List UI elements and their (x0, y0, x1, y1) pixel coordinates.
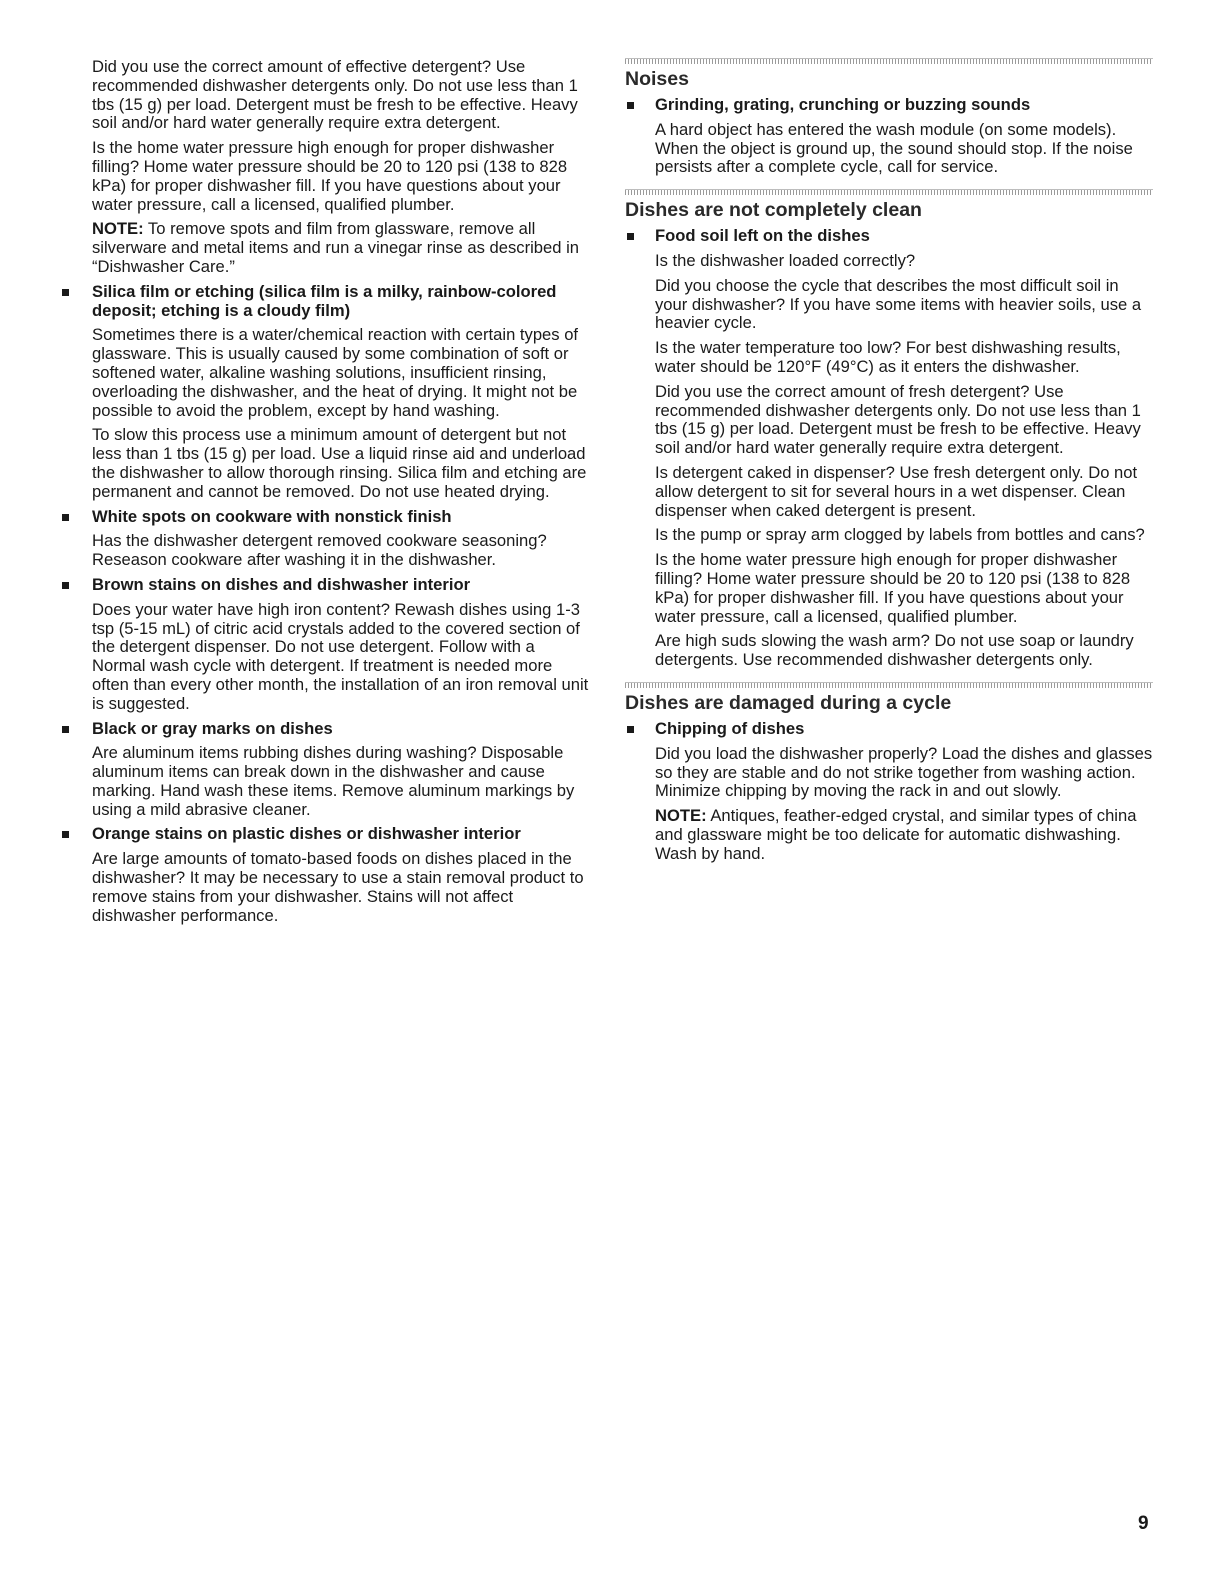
right-column (625, 58, 1153, 870)
intro-paragraph-1: Did you use the correct amount of effective detergent? Use recommended dishwasher detergents only. Do not use less than 1 tbs (15 g) per load. Detergent must be fresh to be effective. Heavy soil and/or hard water generally require extra detergent. (92, 57, 578, 133)
section-not-clean (625, 189, 1153, 221)
bullet-heading-white-spots: White spots on cookware with nonstick finish (92, 508, 590, 527)
bullet-heading-grinding: Grinding, grating, crunching or buzzing sounds (655, 96, 1153, 115)
note-paragraph (92, 220, 590, 276)
section-title-noises: Noises (625, 68, 689, 90)
section-title-not-clean: Dishes are not completely clean (625, 199, 922, 222)
damaged-paragraph: Did you load the dishwasher properly? Load the dishes and glasses so they are stable and do not strike together from washing action. Minimize chipping by moving the rack in and out slowly. (655, 743, 1153, 801)
white-spots-paragraph: Has the dishwasher detergent removed cookware seasoning? Reseason cookware after washing it in the dishwasher. (92, 531, 547, 570)
noises-paragraph: A hard object has entered the wash module (on some models). When the object is ground up, the sound should stop. If the noise persists after a complete cycle, call for service. (655, 119, 1133, 177)
bullet-square-icon (62, 726, 69, 733)
section-title-damaged: Dishes are damaged during a cycle (625, 691, 952, 714)
bullet-heading-black-marks: Black or gray marks on dishes (92, 720, 590, 739)
not-clean-paragraph-5: Is detergent caked in dispenser? Use fresh detergent only. Do not allow detergent to sit for several hours in a wet dispenser. Clean dispenser when caked detergent is present. (655, 462, 1138, 520)
bullet-square-icon (62, 514, 69, 521)
bullet-square-icon (62, 582, 69, 589)
section-divider (625, 682, 1153, 688)
orange-stains-paragraph: Are large amounts of tomato-based foods on dishes placed in the dishwasher? It may be necessary to use a stain removal product to remove stains from your dishwasher. Stains will not affect dishwasher performance. (92, 849, 584, 925)
bullet-heading-silica: Silica film or etching (silica film is a milky, rainbow-colored deposit; etching is a cloudy film) (92, 283, 590, 321)
bullet-heading-chipping: Chipping of dishes (655, 720, 1153, 739)
page-number: 9 (1138, 1513, 1149, 1534)
not-clean-paragraph-7: Is the home water pressure high enough for proper dishwasher filling? Home water pressure should be 20 to 120 psi (138 to 828 kPa) for proper dishwasher fill. If you have questions about your water pressure, call a licensed, qualified plumber. (655, 550, 1131, 626)
not-clean-paragraph-6: Is the pump or spray arm clogged by labels from bottles and cans? (655, 525, 1145, 545)
not-clean-paragraph-4: Did you use the correct amount of fresh detergent? Use recommended dishwasher detergents only. Do not use less than 1 tbs (15 g) per load. Detergent must be fresh to be effective. Heavy soil and/or hard water generally require extra detergent. (655, 381, 1141, 458)
not-clean-paragraph-8: Are high suds slowing the wash arm? Do not use soap or laundry detergents. Use recommended dishwasher detergents only. (655, 631, 1134, 670)
not-clean-paragraph-3: Is the water temperature too low? For best dishwashing results, water should be 120°F (49°C) as it enters the dishwasher. (655, 338, 1121, 376)
bullet-heading-food-soil: Food soil left on the dishes (655, 227, 1153, 246)
bullet-square-icon (627, 102, 634, 109)
section-divider (625, 58, 1153, 64)
not-clean-paragraph-2: Did you choose the cycle that describes the most difficult soil in your dishwasher? If you have some items with heavier soils, use a heavier cycle. (655, 275, 1142, 333)
bullet-square-icon (62, 831, 69, 838)
bullet-square-icon (627, 233, 634, 240)
damaged-note-paragraph (655, 807, 1153, 863)
section-noises (625, 58, 1153, 90)
bullet-heading-orange-stains: Orange stains on plastic dishes or dishwasher interior (92, 825, 590, 844)
silica-paragraph-1: Sometimes there is a water/chemical reaction with certain types of glassware. This is usually caused by some combination of soft or softened water, alkaline washing solutions, insufficient rinsing, overloading the dishwasher, and the heat of drying. It might not be possible to avoid the problem, except by hand washing. (92, 325, 579, 420)
note-text: To remove spots and film from glassware, remove all silverware and metal items and run a vinegar rinse as described in “Dishwasher Care.” (92, 219, 579, 276)
section-damaged (625, 682, 1153, 714)
section-divider (625, 189, 1153, 195)
bullet-heading-brown-stains: Brown stains on dishes and dishwasher interior (92, 576, 590, 595)
left-column (60, 58, 590, 931)
intro-paragraph-2: Is the home water pressure high enough for proper dishwasher filling? Home water pressure should be 20 to 120 psi (138 to 828 kPa) for proper dishwasher fill. If you have questions about your water pressure, call a licensed, qualified plumber. (92, 138, 568, 214)
brown-stains-paragraph: Does your water have high iron content? Rewash dishes using 1-3 tsp (5-15 mL) of citric acid crystals added to the covered section of the detergent dispenser. Do not use detergent. Follow with a Normal wash cycle with detergent. If treatment is needed more often than every other month, the installation of an iron removal unit is suggested. (92, 599, 589, 713)
note-text: Antiques, feather-edged crystal, and similar types of china and glassware might be too delicate for automatic dishwashing. Wash by hand. (655, 806, 1137, 863)
not-clean-paragraph-1: Is the dishwasher loaded correctly? (655, 250, 916, 270)
note-label: NOTE: (655, 806, 707, 826)
silica-paragraph-2: To slow this process use a minimum amount of detergent but not less than 1 tbs (15 g) per load. Use a liquid rinse aid and underload the dishwasher to allow thorough rinsing. Silica film and etching are permanent and cannot be removed. Do not use heated drying. (92, 425, 587, 501)
bullet-square-icon (62, 289, 69, 296)
black-marks-paragraph: Are aluminum items rubbing dishes during washing? Disposable aluminum items can break down in the dishwasher and cause marking. Hand wash these items. Remove aluminum markings by using a mild abrasive cleaner. (92, 743, 575, 819)
note-label: NOTE: (92, 219, 144, 239)
bullet-square-icon (627, 726, 634, 733)
